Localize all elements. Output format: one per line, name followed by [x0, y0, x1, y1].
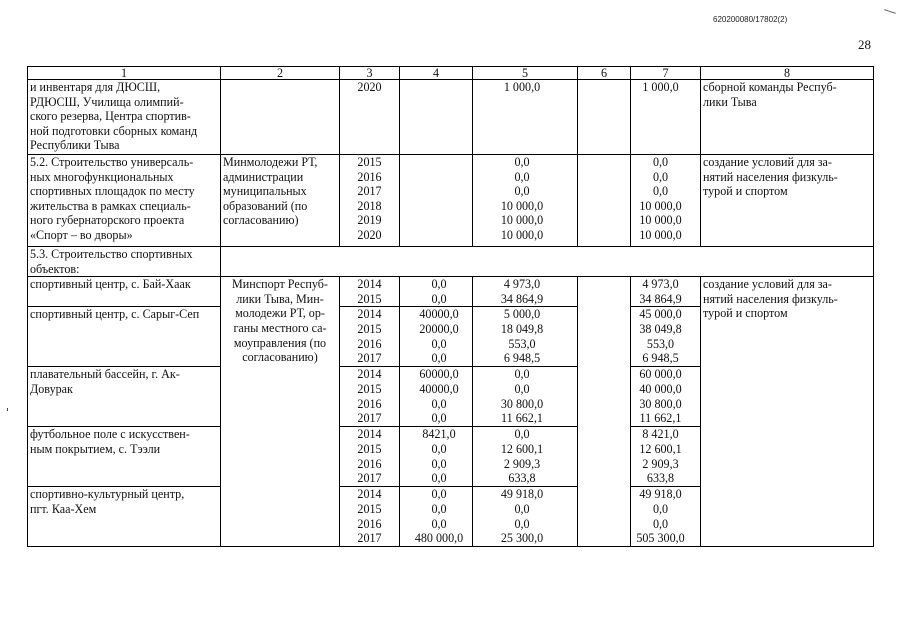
value-cell [400, 427, 473, 487]
cell-line: 30 800,0 [639, 396, 682, 411]
cell-line: 505 300,0 [636, 531, 685, 546]
program-table [27, 66, 874, 547]
total-cell [631, 80, 701, 155]
value-cell [473, 80, 578, 155]
cell-line: РДЮСШ, Училища олимпий- [30, 94, 184, 109]
cell-line: турой и спортом [703, 184, 788, 199]
cell-line: создание условий для за- [703, 155, 832, 169]
result-cell [701, 155, 874, 247]
cell-line: 0,0 [514, 501, 530, 516]
cell-line: создание условий для за- [703, 277, 832, 292]
value-cell [400, 307, 473, 367]
cell-line: 2017 [357, 351, 382, 366]
empty-cell [578, 80, 631, 155]
cell-line: Республики Тыва [30, 138, 120, 153]
cell-line: сборной команды Респуб- [703, 80, 837, 94]
cell-line: Довурак [30, 381, 73, 396]
value-cell [400, 277, 473, 307]
cell-line: 2015 [357, 501, 382, 516]
value-cell [473, 427, 578, 487]
cell-line: Минмолодежи РТ, [223, 155, 318, 169]
cell-line: 2 909,3 [642, 456, 679, 471]
cell-line: 8421,0 [422, 427, 456, 442]
cell-line: 2014 [357, 487, 382, 502]
cell-line: плавательный бассейн, г. Ак- [30, 367, 180, 382]
value-cell [473, 277, 578, 307]
total-cell [631, 277, 701, 307]
cell-line: 0,0 [431, 336, 447, 351]
cell-line: 40000,0 [419, 307, 459, 322]
col-header-1: 1 [28, 67, 221, 80]
cell-line [406, 184, 472, 199]
cell-line: 0,0 [514, 516, 530, 531]
cell-line: 10 000,0 [639, 213, 682, 228]
total-cell [631, 307, 701, 367]
cell-line: ной подготовки сборных команд [30, 123, 198, 138]
cell-line [406, 228, 472, 243]
value-cell [473, 487, 578, 547]
cell-line: 2 909,3 [503, 456, 541, 471]
cell-line: согласованию) [242, 350, 318, 365]
years-cell [340, 487, 400, 547]
cell-line: 0,0 [431, 471, 447, 486]
cell-line: 4 973,0 [642, 277, 679, 292]
cell-line: 2020 [357, 80, 382, 94]
cell-line: нятий населения физкуль- [703, 169, 838, 184]
total-cell [631, 367, 701, 427]
col-header-7: 7 [631, 67, 701, 80]
cell-line: администрации [223, 169, 304, 184]
cell-line: 40 000,0 [639, 381, 682, 396]
cell-line: 2016 [357, 336, 382, 351]
cell-line: ского резерва, Центра спортив- [30, 109, 191, 124]
value-cell [400, 487, 473, 547]
cell-line: 0,0 [514, 184, 530, 199]
cell-line: лики Тыва, Мин- [236, 291, 324, 306]
value-cell [400, 80, 473, 155]
cell-line: 2014 [357, 307, 382, 322]
cell-line: 553,0 [508, 336, 536, 351]
cell-line [406, 199, 472, 214]
document-id: 620200080/17802(2) [713, 15, 788, 24]
cell-line: 0,0 [431, 396, 447, 411]
cell-line: 10 000,0 [639, 198, 682, 213]
cell-line: 1 000,0 [503, 80, 541, 94]
cell-line: 2016 [357, 396, 382, 411]
cell-line: 5 000,0 [503, 307, 541, 322]
cell-line: муниципальных [223, 184, 307, 199]
cell-line: 10 000,0 [500, 213, 544, 228]
cell-line: 30 800,0 [500, 396, 544, 411]
cell-line: 2015 [357, 155, 382, 169]
cell-line: 11 662,1 [639, 411, 682, 426]
cell-line: 633,8 [508, 471, 536, 486]
cell-line: объектов: [30, 261, 80, 276]
cell-line: 0,0 [514, 155, 530, 169]
years-cell [340, 307, 400, 367]
cell-line: 2016 [357, 516, 382, 531]
cell-line: 49 918,0 [639, 487, 682, 502]
cell-line: 45 000,0 [639, 307, 682, 322]
row-title-cell [28, 367, 221, 427]
cell-line: 34 864,9 [500, 291, 544, 306]
cell-line: 0,0 [652, 184, 669, 199]
cell-line: 2017 [357, 411, 382, 426]
empty-cell [578, 155, 631, 247]
total-cell [631, 487, 701, 547]
cell-line: спортивно-культурный центр, [30, 487, 185, 502]
cell-line: 2020 [357, 227, 382, 242]
cell-line: 0,0 [431, 516, 447, 531]
cell-line: 2014 [357, 427, 382, 442]
cell-line: 2018 [357, 198, 382, 213]
cell-line: жительства в рамках специаль- [30, 198, 191, 213]
years-cell [340, 80, 400, 155]
row-5-3 [28, 247, 874, 277]
value-cell [473, 155, 578, 247]
col-header-5: 5 [473, 67, 578, 80]
row-5-2 [28, 155, 874, 247]
cell-line: 0,0 [514, 427, 530, 442]
row-title-cell [28, 427, 221, 487]
cell-line: 0,0 [431, 456, 447, 471]
corner-mark [884, 9, 896, 14]
years-cell [340, 427, 400, 487]
cell-line: Минспорт Респуб- [232, 277, 328, 292]
cell-line: 2015 [357, 321, 382, 336]
cell-line: 4 973,0 [503, 277, 541, 292]
cell-line: нятий населения физкуль- [703, 291, 838, 306]
cell-line: ным покрытием, с. Тээли [30, 441, 161, 456]
cell-line: 0,0 [431, 277, 447, 292]
col-header-2: 2 [221, 67, 340, 80]
result-cell [701, 277, 874, 547]
cell-line: 2015 [357, 381, 382, 396]
row-inventory-continuation [28, 80, 874, 155]
cell-line [406, 80, 472, 95]
years-cell [340, 277, 400, 307]
row-title-cell [28, 487, 221, 547]
row-title-cell [28, 307, 221, 367]
executor-cell [221, 155, 340, 247]
cell-line: 0,0 [652, 155, 669, 169]
cell-line: 2016 [357, 456, 382, 471]
years-cell [340, 155, 400, 247]
cell-line: 1 000,0 [642, 80, 679, 94]
cell-line: 5.2. Строительство универсаль- [30, 155, 194, 169]
cell-line: 2017 [357, 531, 382, 546]
cell-line: 0,0 [431, 501, 447, 516]
cell-line: 0,0 [431, 487, 447, 502]
cell-line: 2016 [357, 169, 382, 184]
cell-line: спортивный центр, с. Бай-Хаак [30, 277, 191, 292]
cell-line: 10 000,0 [639, 227, 682, 242]
executor-cell [221, 80, 340, 155]
value-cell [473, 307, 578, 367]
cell-line: моуправления (по [233, 335, 327, 350]
result-cell [701, 80, 874, 155]
value-cell [400, 367, 473, 427]
cell-line: 480 000,0 [414, 531, 464, 546]
cell-line [406, 155, 472, 170]
cell-line: 12 600,1 [500, 441, 544, 456]
cell-line: ганы местного са- [233, 320, 327, 335]
cell-line: футбольное поле с искусствен- [30, 427, 190, 442]
cell-line: 49 918,0 [500, 487, 544, 502]
cell-line: 12 600,1 [639, 441, 682, 456]
row-title-cell [28, 80, 221, 155]
cell-line: 40000,0 [419, 381, 459, 396]
cell-line: 2017 [357, 184, 382, 199]
empty-cell [578, 277, 631, 547]
cell-line: ного губернаторского проекта [30, 213, 185, 228]
cell-line: 0,0 [431, 351, 447, 366]
col-header-8: 8 [701, 67, 874, 80]
cell-line: 2015 [357, 441, 382, 456]
section-empty-cell [221, 247, 874, 277]
cell-line: лики Тыва [703, 94, 757, 109]
cell-line: 0,0 [431, 411, 447, 426]
cell-line: 10 000,0 [500, 198, 544, 213]
cell-line: 5.3. Строительство спортивных [30, 247, 193, 261]
cell-line: 553,0 [646, 336, 675, 351]
cell-line: «Спорт – во дворы» [30, 227, 133, 242]
cell-line: 34 864,9 [639, 291, 682, 306]
row-title-cell [28, 155, 221, 247]
cell-line: 0,0 [514, 367, 530, 382]
page-number: 28 [858, 37, 871, 52]
row-title-cell [28, 277, 221, 307]
cell-line: спортивный центр, с. Сарыг-Сеп [30, 307, 200, 322]
cell-line: 2014 [357, 367, 382, 382]
col-header-3: 3 [340, 67, 400, 80]
cell-line: 0,0 [652, 516, 669, 531]
col-header-4: 4 [400, 67, 473, 80]
cell-line: пгт. Каа-Хем [30, 501, 97, 516]
cell-line: 0,0 [431, 441, 447, 456]
cell-line: образований (по [223, 198, 308, 213]
cell-line: и инвентаря для ДЮСШ, [30, 80, 161, 94]
cell-line: 18 049,8 [500, 321, 544, 336]
cell-line: 38 049,8 [639, 321, 682, 336]
cell-line: 6 948,5 [642, 351, 679, 366]
scan-mark [7, 408, 8, 411]
cell-line: 2014 [357, 277, 382, 292]
cell-line: 25 300,0 [500, 531, 544, 546]
cell-line: ных многофункциональных [30, 169, 174, 184]
cell-line [406, 170, 472, 185]
cell-line: 60000,0 [419, 367, 459, 382]
cell-line: 2015 [357, 291, 382, 306]
cell-line: 2019 [357, 213, 382, 228]
total-cell [631, 427, 701, 487]
cell-line: турой и спортом [703, 306, 788, 321]
cell-line: 2017 [357, 471, 382, 486]
cell-line: 0,0 [431, 291, 447, 306]
cell-line: 0,0 [514, 381, 530, 396]
section-title-cell [28, 247, 221, 277]
cell-line: молодежи РТ, ор- [235, 306, 325, 321]
cell-line: 60 000,0 [639, 367, 682, 382]
cell-line: 10 000,0 [500, 227, 544, 242]
cell-line: согласованию) [223, 213, 299, 228]
cell-line: 11 662,1 [501, 411, 543, 426]
value-cell [400, 155, 473, 247]
executor-cell [221, 277, 340, 547]
cell-line: 633,8 [646, 471, 675, 486]
cell-line: 0,0 [652, 501, 669, 516]
cell-line: спортивных площадок по месту [30, 184, 195, 199]
cell-line: 20000,0 [419, 321, 459, 336]
value-cell [473, 367, 578, 427]
cell-line: 0,0 [514, 169, 530, 184]
column-number-row [28, 67, 874, 80]
col-header-6: 6 [578, 67, 631, 80]
cell-line: 0,0 [652, 169, 669, 184]
cell-line: 8 421,0 [642, 427, 679, 442]
total-cell [631, 155, 701, 247]
cell-line: 6 948,5 [503, 351, 541, 366]
row-bai-haak [28, 277, 874, 307]
cell-line [406, 213, 472, 228]
years-cell [340, 367, 400, 427]
